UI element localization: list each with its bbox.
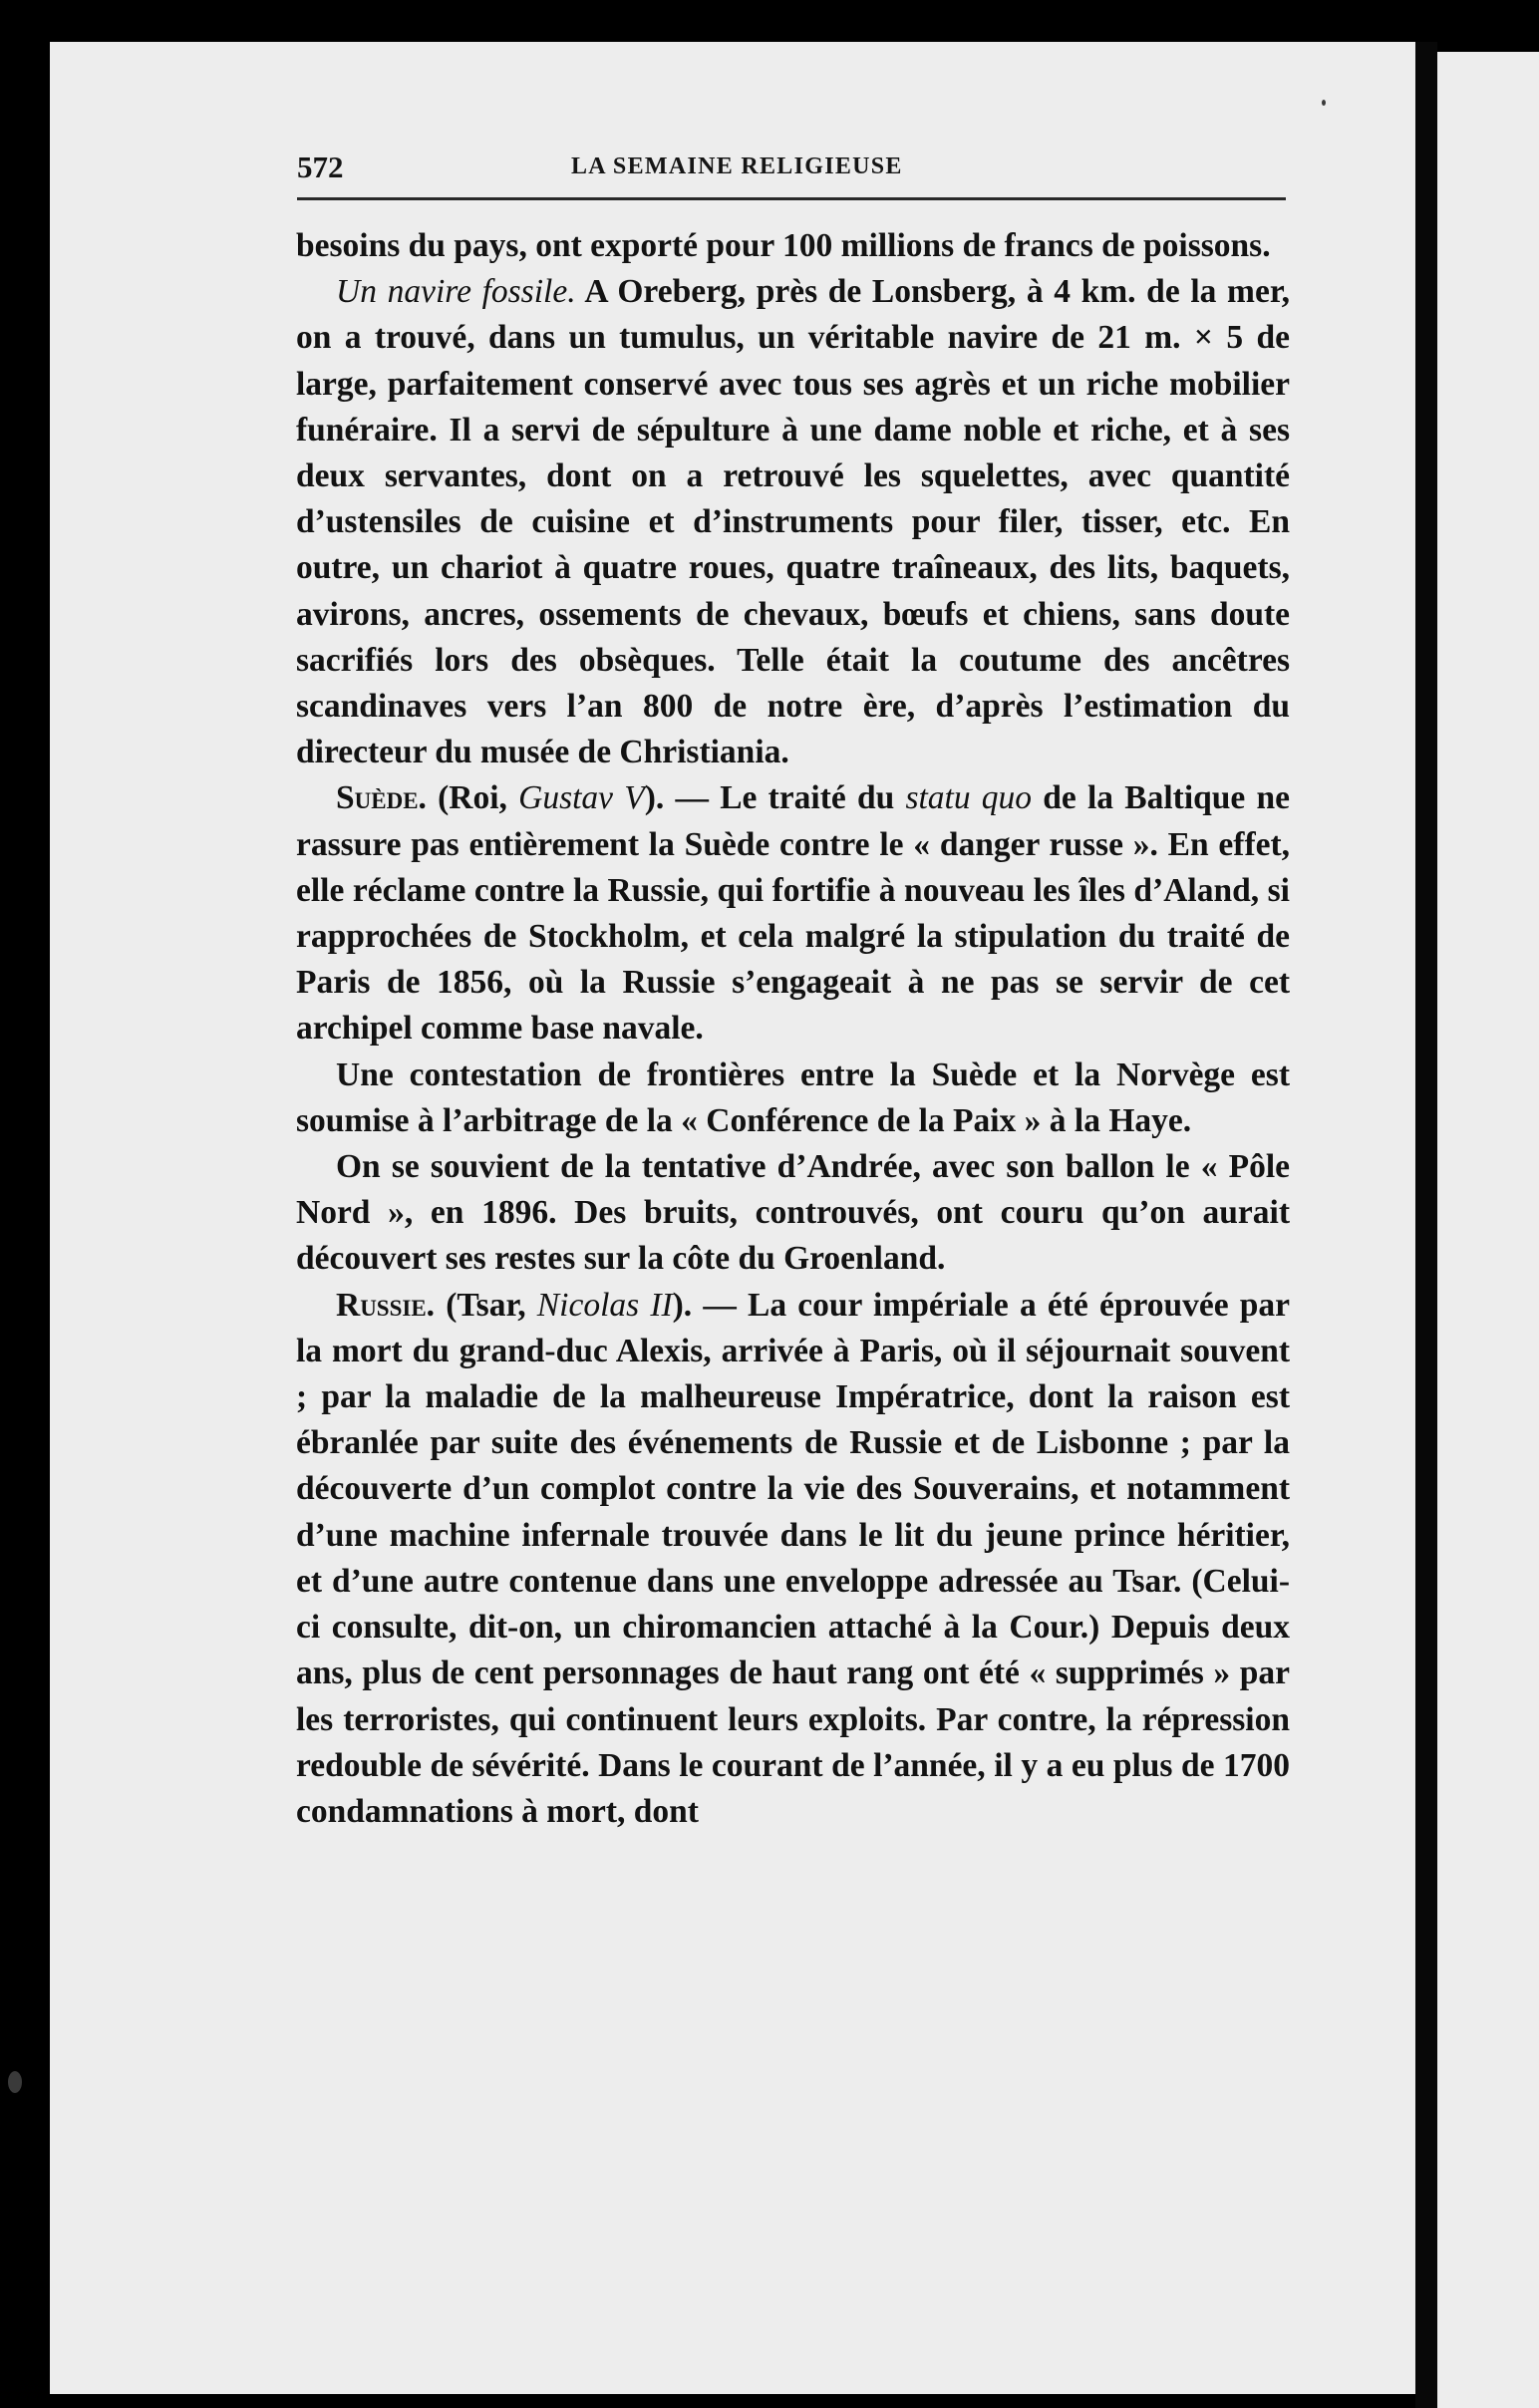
scan-speck [1322,100,1326,106]
page-number: 572 [297,150,344,184]
paragraph-andree: On se souvient de la tentative d’Andrée, avec son ballon le « Pôle Nord », en 1896. Des bruits, controuvés, ont couru qu’on aurait découvert ses restes sur la côte du Groenland. [296,1148,1290,1278]
body-text [296,223,1290,1835]
paragraph-russia: Russie. (Tsar, Nicolas II). — La cour impériale a été éprouvée par la mort du grand-duc Alexis, arrivée à Paris, où il séjournait souvent ; par la maladie de la malheureuse Impératrice, dont la raison est ébranlée par suite des événements de Russie et de Lisbonne ; par la découverte d’un complot contre la vie des Souverains, et notamment d’une machine infernale trouvée dans le lit du jeune prince héritier, et d’une autre contenue dans une enveloppe adressée au Tsar. (Celui-ci consulte, dit-on, un chiromancien attaché à la Cour.) Depuis deux ans, plus de cent personnages de haut rang ont été « supprimés » par les terroristes, qui continuent leurs exploits. Par contre, la répression redouble de sévérité. Dans le courant de l’année, il y a eu plus de 1700 condamnations à mort, dont [296,1286,1291,1830]
page-header [297,150,1286,199]
page-gutter [1415,42,1437,2408]
running-head: LA SEMAINE RELIGIEUSE [571,153,903,179]
paragraph-fossil-ship: Un navire fossile. A Oreberg, près de Lonsberg, à 4 km. de la mer, on a trouvé, dans un tumulus, un véritable navire de 21 m. × 5 de large, parfaitement conservé avec tous ses agrès et un riche mobilier funéraire. Il a servi de sépulture à une dame noble et riche, et à ses deux servantes, dont on a retrouvé les squelettes, avec quantité d’ustensiles de cuisine et d’instruments pour filer, tisser, etc. En outre, un chariot à quatre roues, quatre traîneaux, des lits, baquets, avirons, ancres, ossements de chevaux, bœufs et chiens, sans doute sacrifiés lors des obsèques. Telle était la coutume des ancêtres scandinaves vers l’an 800 de notre ère, d’après l’estimation du directeur du musée de Christiania. [296,273,1290,771]
ruler-russia: Nicolas II [536,1286,673,1324]
paragraph-sweden: Suède. (Roi, Gustav V). — Le traité du statu quo de la Baltique ne rassure pas entièrement la Suède contre le « danger russe ». En effet, elle réclame contre la Russie, qui fortifie à nouveau les îles d’Aland, si rapprochées de Stockholm, et cela malgré la stipulation du traité de Paris de 1856, où la Russie s’engageait à ne pas se servir de cet archipel comme base navale. [296,779,1290,1048]
header-rule [297,197,1286,200]
paragraph-fish-exports: besoins du pays, ont exporté pour 100 millions de francs de poissons. [296,227,1271,264]
paragraph-border-dispute: Une contestation de frontières entre la Suède et la Norvège est soumise à l’arbitrage de la « Conférence de la Paix » à la Haye. [296,1055,1290,1139]
facing-page-edge [1437,52,1539,2408]
scan-speck [8,2071,22,2093]
ruler-sweden: Gustav V [518,779,645,817]
country-heading-russia: Russie. [336,1286,436,1324]
section-title-fossil-ship: Un navire fossile. [336,273,576,311]
country-heading-sweden: Suède. [336,779,427,817]
